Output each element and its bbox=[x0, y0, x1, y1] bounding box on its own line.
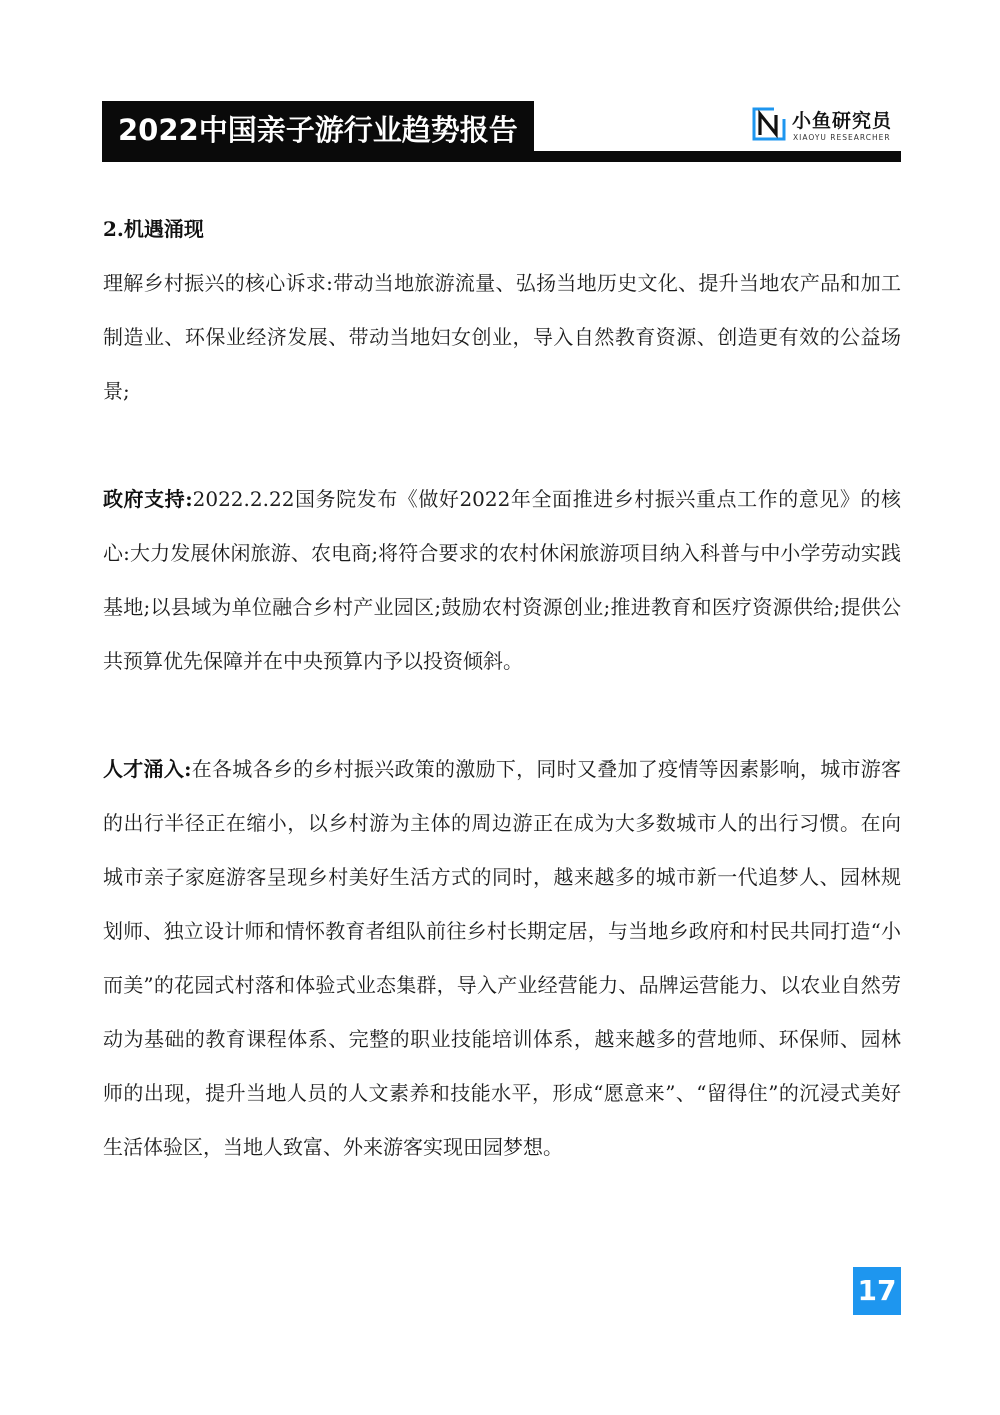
report-header bbox=[102, 101, 901, 162]
brand-logo bbox=[752, 103, 902, 147]
brand-subtitle: XIAOYU RESEARCHER bbox=[793, 133, 891, 142]
paragraph-talent-influx bbox=[103, 742, 901, 1174]
paragraph-body: 理解乡村振兴的核心诉求:带动当地旅游流量、弘扬当地历史文化、提升当地农产品和加工制造业、环保业经济发展、带动当地妇女创业，导入自然教育资源、创造更有效的公益场景; bbox=[103, 271, 901, 403]
brand-name: 小鱼研究员 bbox=[792, 110, 893, 132]
paragraph-lead: 政府支持: bbox=[103, 487, 193, 511]
report-title: 2022中国亲子游行业趋势报告 bbox=[102, 101, 534, 159]
page-number-badge: 17 bbox=[853, 1267, 901, 1315]
paragraph-lead: 人才涌入: bbox=[103, 757, 192, 781]
paragraph-government-support bbox=[103, 472, 901, 688]
paragraph-rural-demands bbox=[103, 256, 901, 418]
paragraph-body: 在各城各乡的乡村振兴政策的激励下，同时又叠加了疫情等因素影响，城市游客的出行半径正在缩小，以乡村游为主体的周边游正在成为大多数城市人的出行习惯。在向城市亲子家庭游客呈现乡村美好生活方式的同时，越来越多的城市新一代追梦人、园林规划师、独立设计师和情怀教育者组队前往乡村长期定居，与当地乡政府和村民共同打造“小而美”的花园式村落和体验式业态集群，导入产业经营能力、品牌运营能力、以农业自然劳动为基础的教育课程体系、完整的职业技能培训体系，越来越多的营地师、环保师、园林师的出现，提升当地人员的人文素养和技能水平，形成“愿意来”、“留得住”的沉浸式美好生活体验区，当地人致富、外来游客实现田园梦想。 bbox=[103, 757, 902, 1159]
section-heading: 2.机遇涌现 bbox=[103, 217, 204, 241]
paragraph-body: 2022.2.22国务院发布《做好2022年全面推进乡村振兴重点工作的意见》的核心:大力发展休闲旅游、农电商;将符合要求的农村休闲旅游项目纳入科普与中小学劳动实践基地;以县域为单位融合乡村产业园区;鼓励农村资源创业;推进教育和医疗资源供给;提供公共预算优先保障并在中央预算内予以投资倾斜。 bbox=[103, 487, 901, 673]
nv-mark-icon bbox=[752, 107, 786, 141]
